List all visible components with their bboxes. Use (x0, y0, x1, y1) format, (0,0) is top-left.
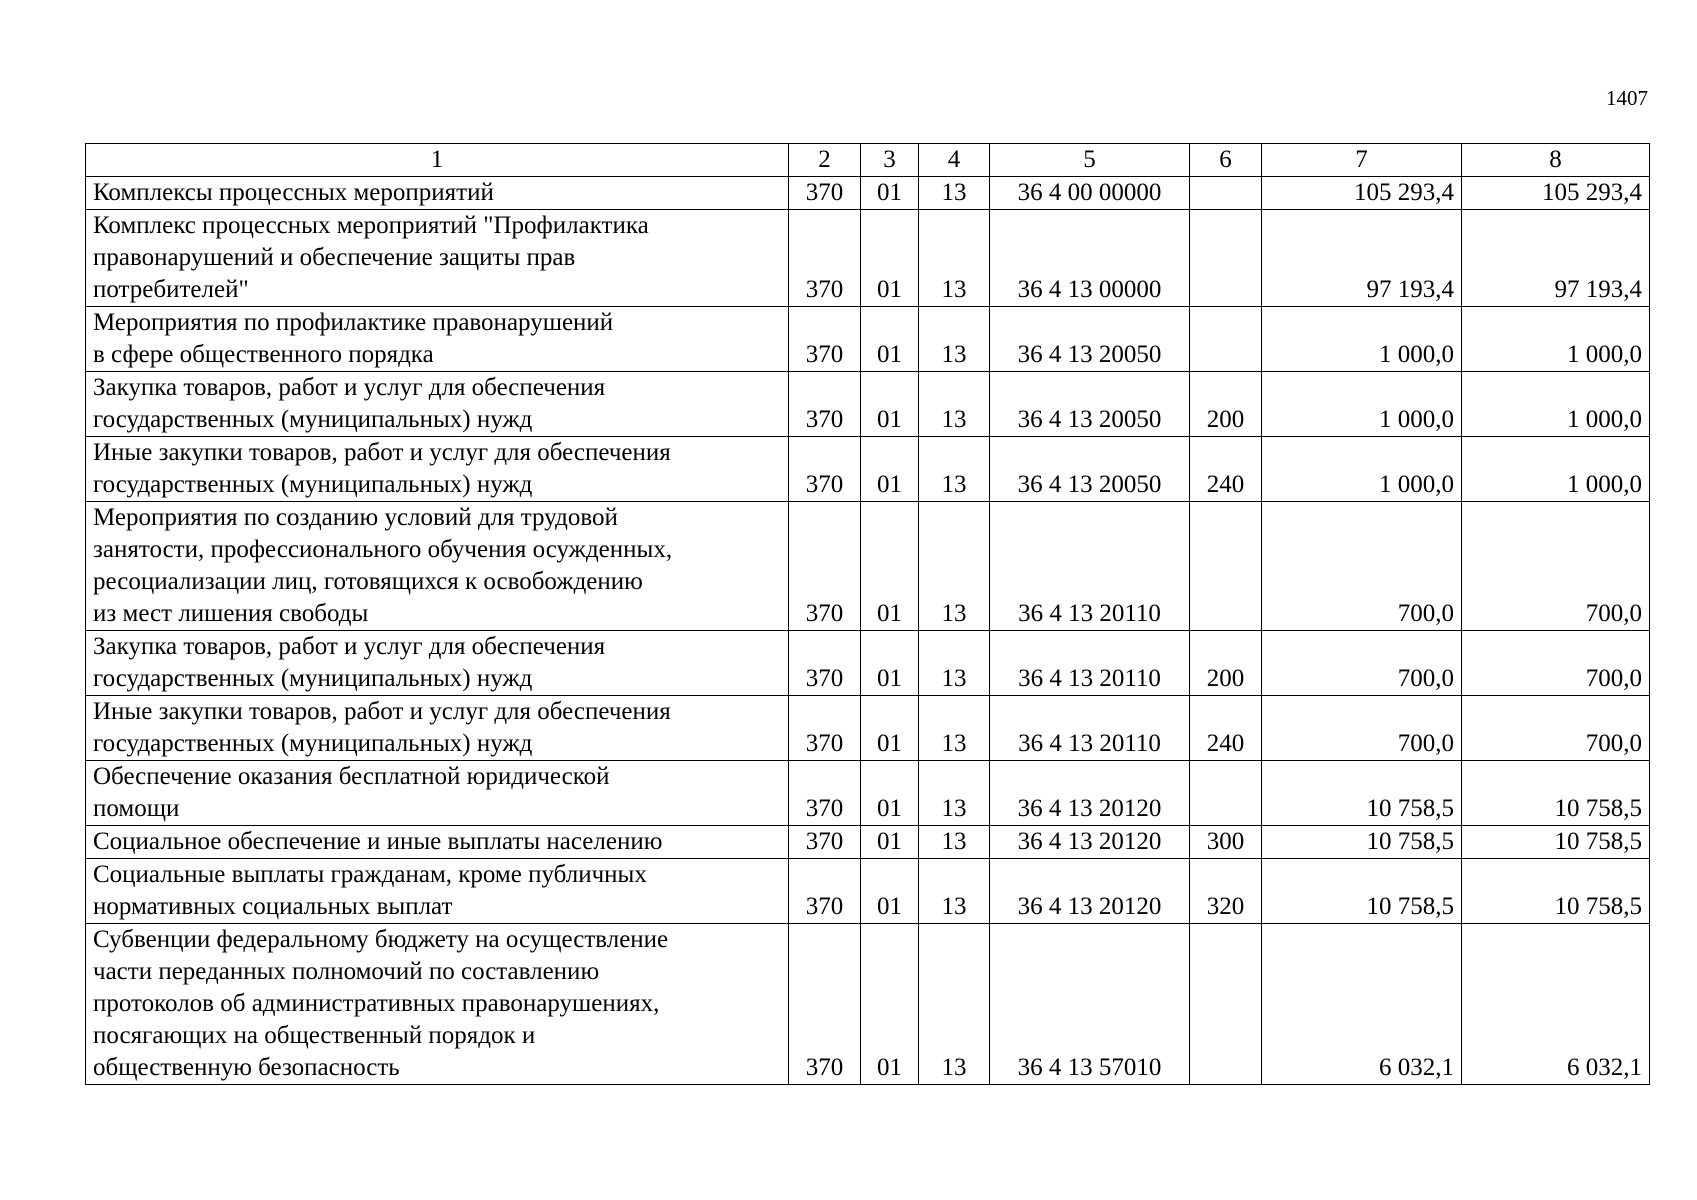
row-name-cell: Иные закупки товаров, работ и услуг для обеспечения государственных (муниципальных) нужд (86, 696, 789, 761)
amount-col7-cell: 700,0 (1262, 502, 1462, 631)
header-cell: 5 (990, 144, 1190, 177)
amount-col7-cell: 1 000,0 (1262, 307, 1462, 372)
subsection-code-cell: 13 (919, 372, 990, 437)
table-row (86, 859, 1650, 924)
section-code-cell: 01 (861, 826, 919, 859)
subsection-code-cell: 13 (919, 631, 990, 696)
header-cell: 2 (789, 144, 861, 177)
subsection-code-cell: 13 (919, 177, 990, 210)
expense-type-cell (1190, 761, 1262, 826)
target-article-cell: 36 4 13 00000 (990, 210, 1190, 307)
section-code-cell: 01 (861, 502, 919, 631)
target-article-cell: 36 4 13 20050 (990, 307, 1190, 372)
amount-col7-cell: 105 293,4 (1262, 177, 1462, 210)
row-name-cell: Субвенции федеральному бюджету на осуществление части переданных полномочий по составлению протоколов об административных правонарушениях, посягающих на общественный порядок и общественную безопасность (86, 924, 789, 1085)
amount-col7-cell: 10 758,5 (1262, 761, 1462, 826)
section-code-cell: 01 (861, 210, 919, 307)
amount-col7-cell: 10 758,5 (1262, 826, 1462, 859)
target-article-cell: 36 4 13 20110 (990, 502, 1190, 631)
target-article-cell: 36 4 13 57010 (990, 924, 1190, 1085)
table-row (86, 924, 1650, 1085)
row-name-cell: Закупка товаров, работ и услуг для обеспечения государственных (муниципальных) нужд (86, 372, 789, 437)
budget-table (85, 143, 1650, 1085)
admin-code-cell: 370 (789, 437, 861, 502)
header-cell: 3 (861, 144, 919, 177)
amount-col7-cell: 6 032,1 (1262, 924, 1462, 1085)
table-body (86, 177, 1650, 1085)
row-name-cell: Иные закупки товаров, работ и услуг для обеспечения государственных (муниципальных) нужд (86, 437, 789, 502)
row-name-cell: Мероприятия по созданию условий для трудовой занятости, профессионального обучения осужденных, ресоциализации лиц, готовящихся к освобождению из мест лишения свободы (86, 502, 789, 631)
amount-col8-cell: 10 758,5 (1462, 826, 1650, 859)
section-code-cell: 01 (861, 437, 919, 502)
amount-col8-cell: 1 000,0 (1462, 372, 1650, 437)
section-code-cell: 01 (861, 924, 919, 1085)
expense-type-cell: 200 (1190, 372, 1262, 437)
expense-type-cell: 240 (1190, 696, 1262, 761)
amount-col8-cell: 10 758,5 (1462, 761, 1650, 826)
subsection-code-cell: 13 (919, 696, 990, 761)
expense-type-cell (1190, 502, 1262, 631)
header-cell: 6 (1190, 144, 1262, 177)
section-code-cell: 01 (861, 177, 919, 210)
target-article-cell: 36 4 13 20050 (990, 372, 1190, 437)
table-row (86, 826, 1650, 859)
subsection-code-cell: 13 (919, 210, 990, 307)
amount-col7-cell: 97 193,4 (1262, 210, 1462, 307)
amount-col8-cell: 700,0 (1462, 502, 1650, 631)
expense-type-cell: 300 (1190, 826, 1262, 859)
header-cell: 1 (86, 144, 789, 177)
subsection-code-cell: 13 (919, 826, 990, 859)
section-code-cell: 01 (861, 761, 919, 826)
admin-code-cell: 370 (789, 177, 861, 210)
admin-code-cell: 370 (789, 210, 861, 307)
table-row (86, 502, 1650, 631)
table-row (86, 437, 1650, 502)
header-cell: 8 (1462, 144, 1650, 177)
target-article-cell: 36 4 13 20110 (990, 696, 1190, 761)
expense-type-cell: 200 (1190, 631, 1262, 696)
admin-code-cell: 370 (789, 307, 861, 372)
section-code-cell: 01 (861, 696, 919, 761)
subsection-code-cell: 13 (919, 761, 990, 826)
row-name-cell: Мероприятия по профилактике правонарушений в сфере общественного порядка (86, 307, 789, 372)
section-code-cell: 01 (861, 307, 919, 372)
subsection-code-cell: 13 (919, 437, 990, 502)
target-article-cell: 36 4 13 20110 (990, 631, 1190, 696)
target-article-cell: 36 4 13 20120 (990, 826, 1190, 859)
amount-col8-cell: 10 758,5 (1462, 859, 1650, 924)
section-code-cell: 01 (861, 372, 919, 437)
expense-type-cell: 240 (1190, 437, 1262, 502)
target-article-cell: 36 4 00 00000 (990, 177, 1190, 210)
expense-type-cell (1190, 210, 1262, 307)
subsection-code-cell: 13 (919, 307, 990, 372)
header-cell: 7 (1262, 144, 1462, 177)
amount-col8-cell: 1 000,0 (1462, 307, 1650, 372)
amount-col8-cell: 105 293,4 (1462, 177, 1650, 210)
expense-type-cell (1190, 924, 1262, 1085)
expense-type-cell (1190, 177, 1262, 210)
table-row (86, 761, 1650, 826)
expense-type-cell (1190, 307, 1262, 372)
amount-col8-cell: 700,0 (1462, 631, 1650, 696)
row-name-cell: Комплекс процессных мероприятий "Профилактика правонарушений и обеспечение защиты прав потребителей" (86, 210, 789, 307)
admin-code-cell: 370 (789, 631, 861, 696)
amount-col7-cell: 10 758,5 (1262, 859, 1462, 924)
section-code-cell: 01 (861, 631, 919, 696)
page-number: 1407 (1606, 86, 1648, 110)
row-name-cell: Обеспечение оказания бесплатной юридической помощи (86, 761, 789, 826)
admin-code-cell: 370 (789, 761, 861, 826)
amount-col7-cell: 1 000,0 (1262, 372, 1462, 437)
admin-code-cell: 370 (789, 502, 861, 631)
row-name-cell: Закупка товаров, работ и услуг для обеспечения государственных (муниципальных) нужд (86, 631, 789, 696)
subsection-code-cell: 13 (919, 924, 990, 1085)
target-article-cell: 36 4 13 20120 (990, 761, 1190, 826)
subsection-code-cell: 13 (919, 859, 990, 924)
amount-col8-cell: 1 000,0 (1462, 437, 1650, 502)
admin-code-cell: 370 (789, 372, 861, 437)
row-name-cell: Социальные выплаты гражданам, кроме публичных нормативных социальных выплат (86, 859, 789, 924)
table-row (86, 210, 1650, 307)
amount-col7-cell: 700,0 (1262, 631, 1462, 696)
amount-col8-cell: 97 193,4 (1462, 210, 1650, 307)
target-article-cell: 36 4 13 20120 (990, 859, 1190, 924)
admin-code-cell: 370 (789, 859, 861, 924)
admin-code-cell: 370 (789, 696, 861, 761)
admin-code-cell: 370 (789, 826, 861, 859)
amount-col7-cell: 700,0 (1262, 696, 1462, 761)
subsection-code-cell: 13 (919, 502, 990, 631)
amount-col7-cell: 1 000,0 (1262, 437, 1462, 502)
amount-col8-cell: 6 032,1 (1462, 924, 1650, 1085)
row-name-cell: Комплексы процессных мероприятий (86, 177, 789, 210)
expense-type-cell: 320 (1190, 859, 1262, 924)
header-row (86, 144, 1650, 177)
table-row (86, 177, 1650, 210)
target-article-cell: 36 4 13 20050 (990, 437, 1190, 502)
table-row (86, 696, 1650, 761)
row-name-cell: Социальное обеспечение и иные выплаты населению (86, 826, 789, 859)
table-row (86, 307, 1650, 372)
table-row (86, 372, 1650, 437)
admin-code-cell: 370 (789, 924, 861, 1085)
header-cell: 4 (919, 144, 990, 177)
section-code-cell: 01 (861, 859, 919, 924)
amount-col8-cell: 700,0 (1462, 696, 1650, 761)
table-row (86, 631, 1650, 696)
